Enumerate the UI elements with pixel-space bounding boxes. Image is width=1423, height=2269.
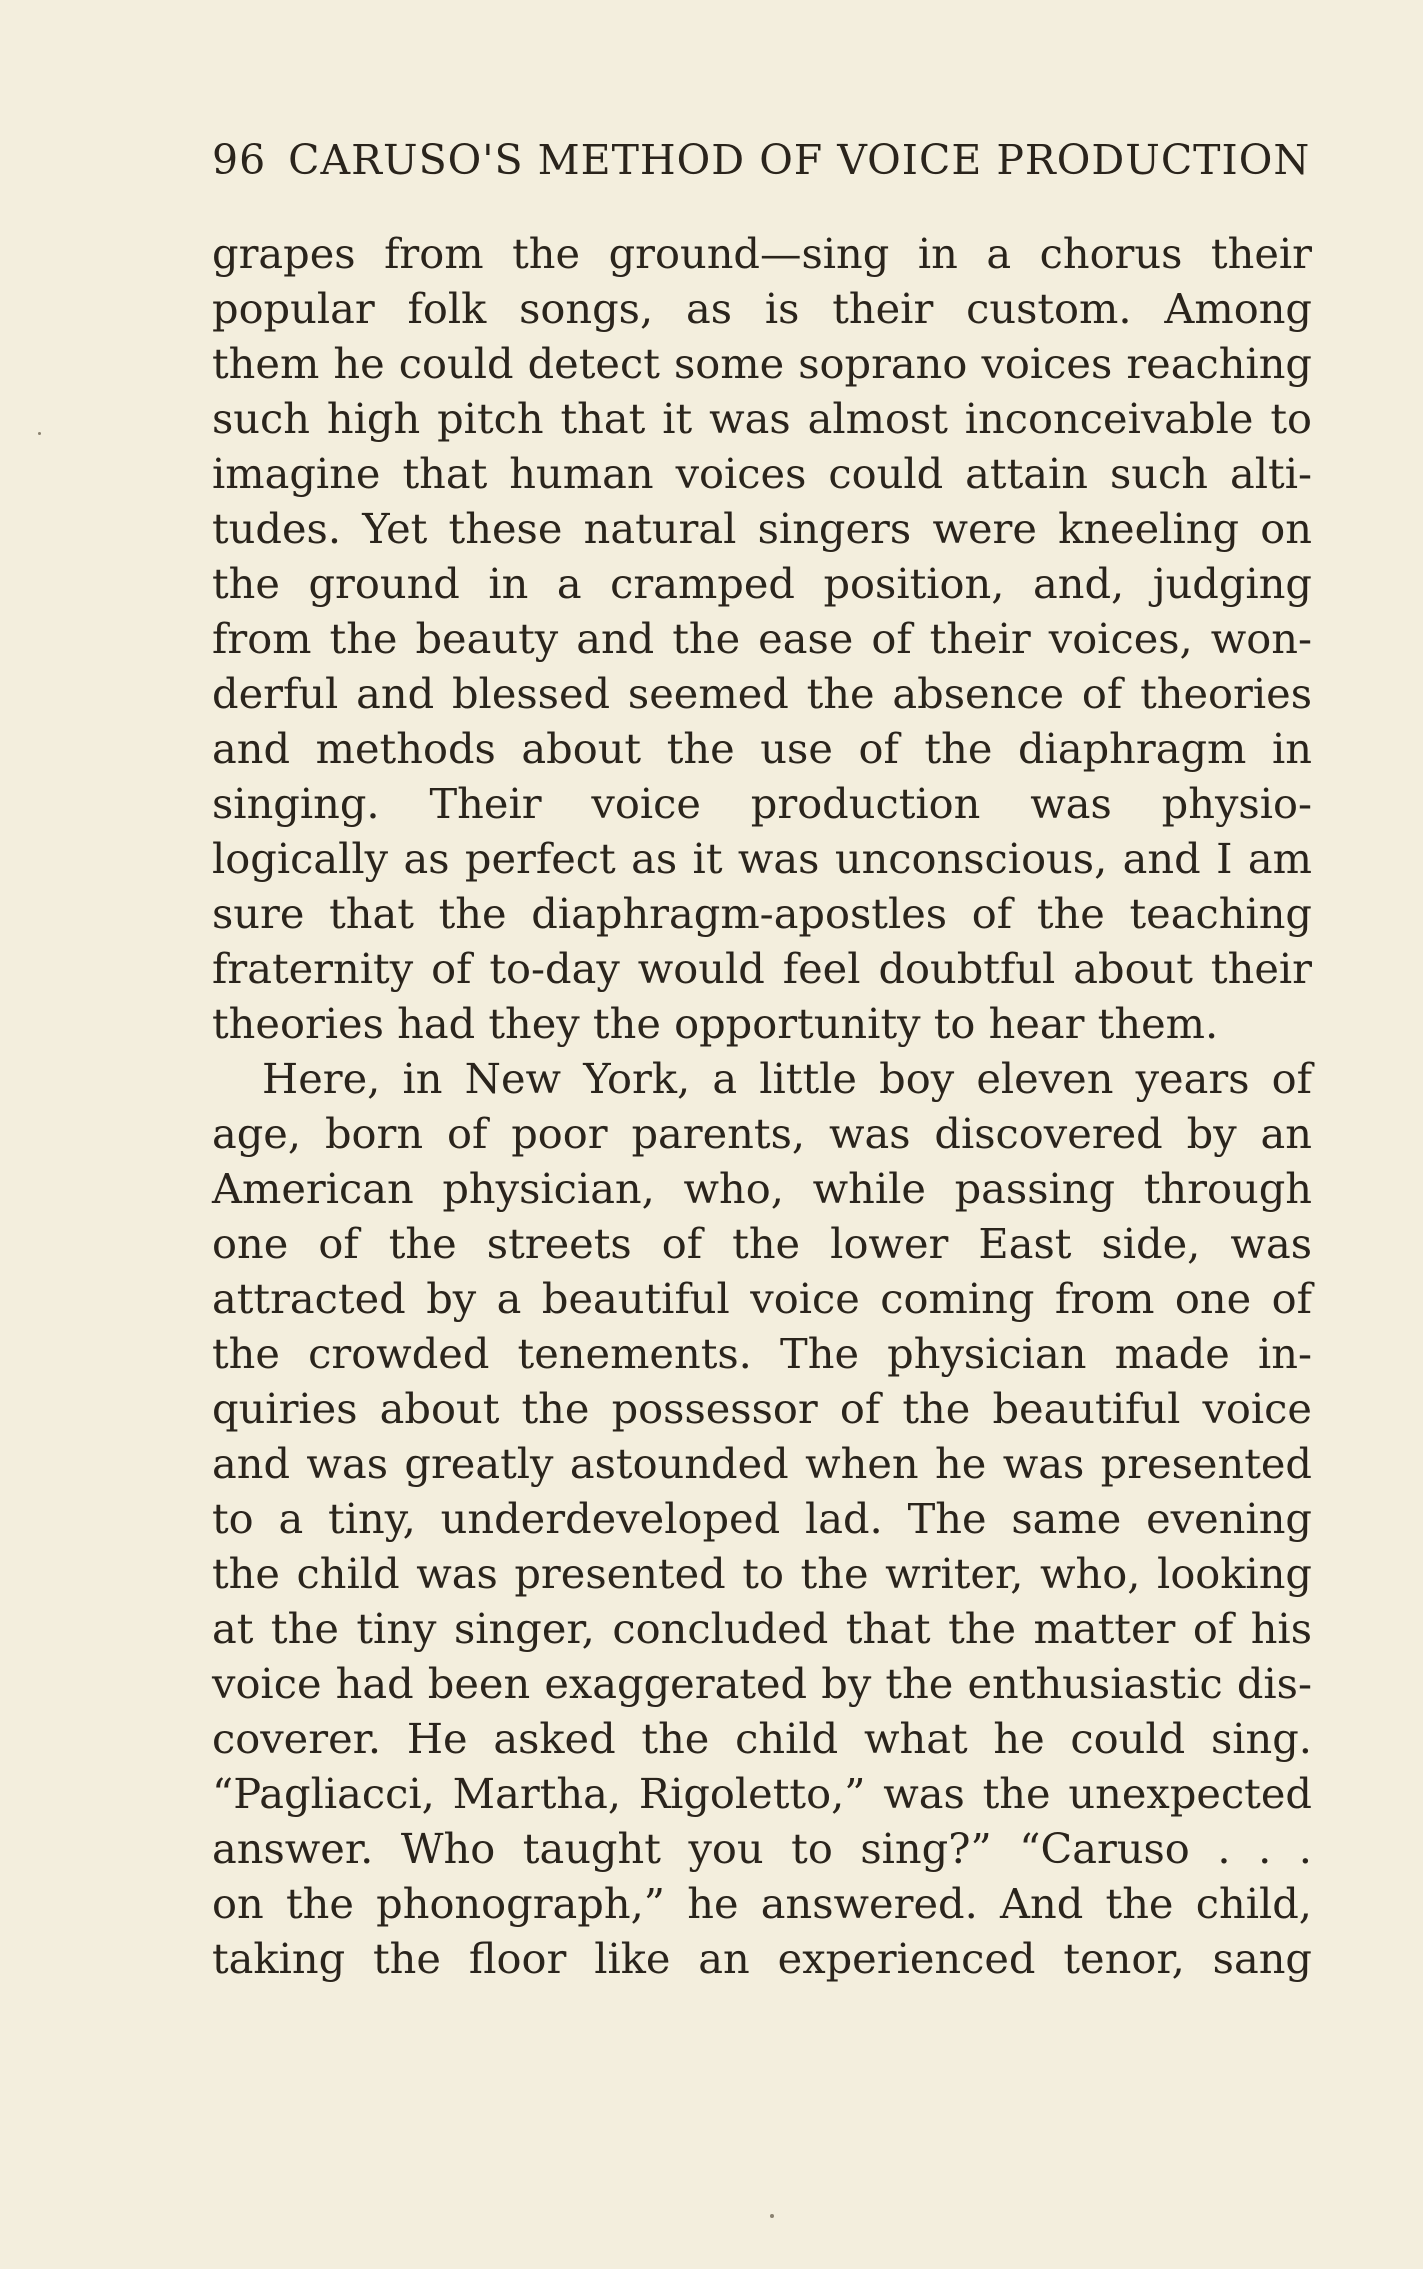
running-head-title: CARUSO'S METHOD OF VOICE PRODUCTION	[288, 136, 1311, 184]
text-line: “Pagliacci, Martha, Rigoletto,” was the unexpected	[212, 1769, 1312, 1818]
body-text	[212, 226, 1312, 1986]
text-line: the ground in a cramped position, and, judging	[212, 559, 1312, 608]
running-header	[212, 136, 1311, 184]
text-line: age, born of poor parents, was discovered by an	[212, 1109, 1312, 1158]
text-line: derful and blessed seemed the absence of theories	[212, 669, 1312, 718]
text-line: taking the floor like an experienced tenor, sang	[212, 1934, 1312, 1983]
text-line: coverer. He asked the child what he could sing.	[212, 1714, 1312, 1763]
text-line: popular folk songs, as is their custom. Among	[212, 284, 1312, 333]
text-line: voice had been exaggerated by the enthusiastic dis-	[212, 1659, 1312, 1708]
scan-speck	[38, 432, 41, 435]
text-line: logically as perfect as it was unconscious, and I am	[212, 834, 1312, 883]
text-line: and methods about the use of the diaphragm in	[212, 724, 1312, 773]
text-line: sure that the diaphragm-apostles of the teaching	[212, 889, 1312, 938]
text-line: tudes. Yet these natural singers were kneeling on	[212, 504, 1312, 553]
text-line: on the phonograph,” he answered. And the child,	[212, 1879, 1312, 1928]
text-line: them he could detect some soprano voices reaching	[212, 339, 1312, 388]
text-line: singing. Their voice production was physio-	[212, 779, 1312, 828]
text-line: and was greatly astounded when he was presented	[212, 1439, 1312, 1488]
text-line: answer. Who taught you to sing?” “Caruso . . .	[212, 1824, 1312, 1873]
page-number: 96	[212, 136, 267, 184]
text-line: grapes from the ground—sing in a chorus their	[212, 229, 1312, 278]
text-line: quiries about the possessor of the beautiful voice	[212, 1384, 1312, 1433]
text-line: the crowded tenements. The physician made in-	[212, 1329, 1312, 1378]
text-line: the child was presented to the writer, who, looking	[212, 1549, 1312, 1598]
paragraph-end-line: theories had they the opportunity to hear them.	[212, 999, 1219, 1048]
text-line: at the tiny singer, concluded that the matter of his	[212, 1604, 1312, 1653]
text-line: imagine that human voices could attain such alti-	[212, 449, 1312, 498]
text-line: such high pitch that it was almost inconceivable to	[212, 394, 1312, 443]
text-line: to a tiny, underdeveloped lad. The same evening	[212, 1494, 1312, 1543]
paragraph-start-line: Here, in New York, a little boy eleven years of	[262, 1054, 1312, 1103]
text-line: one of the streets of the lower East side, was	[212, 1219, 1312, 1268]
scan-speck	[770, 2214, 774, 2218]
text-line: fraternity of to-day would feel doubtful about their	[212, 944, 1312, 993]
text-line: American physician, who, while passing through	[212, 1164, 1312, 1213]
text-line: from the beauty and the ease of their voices, won-	[212, 614, 1312, 663]
text-line: attracted by a beautiful voice coming from one of	[212, 1274, 1312, 1323]
